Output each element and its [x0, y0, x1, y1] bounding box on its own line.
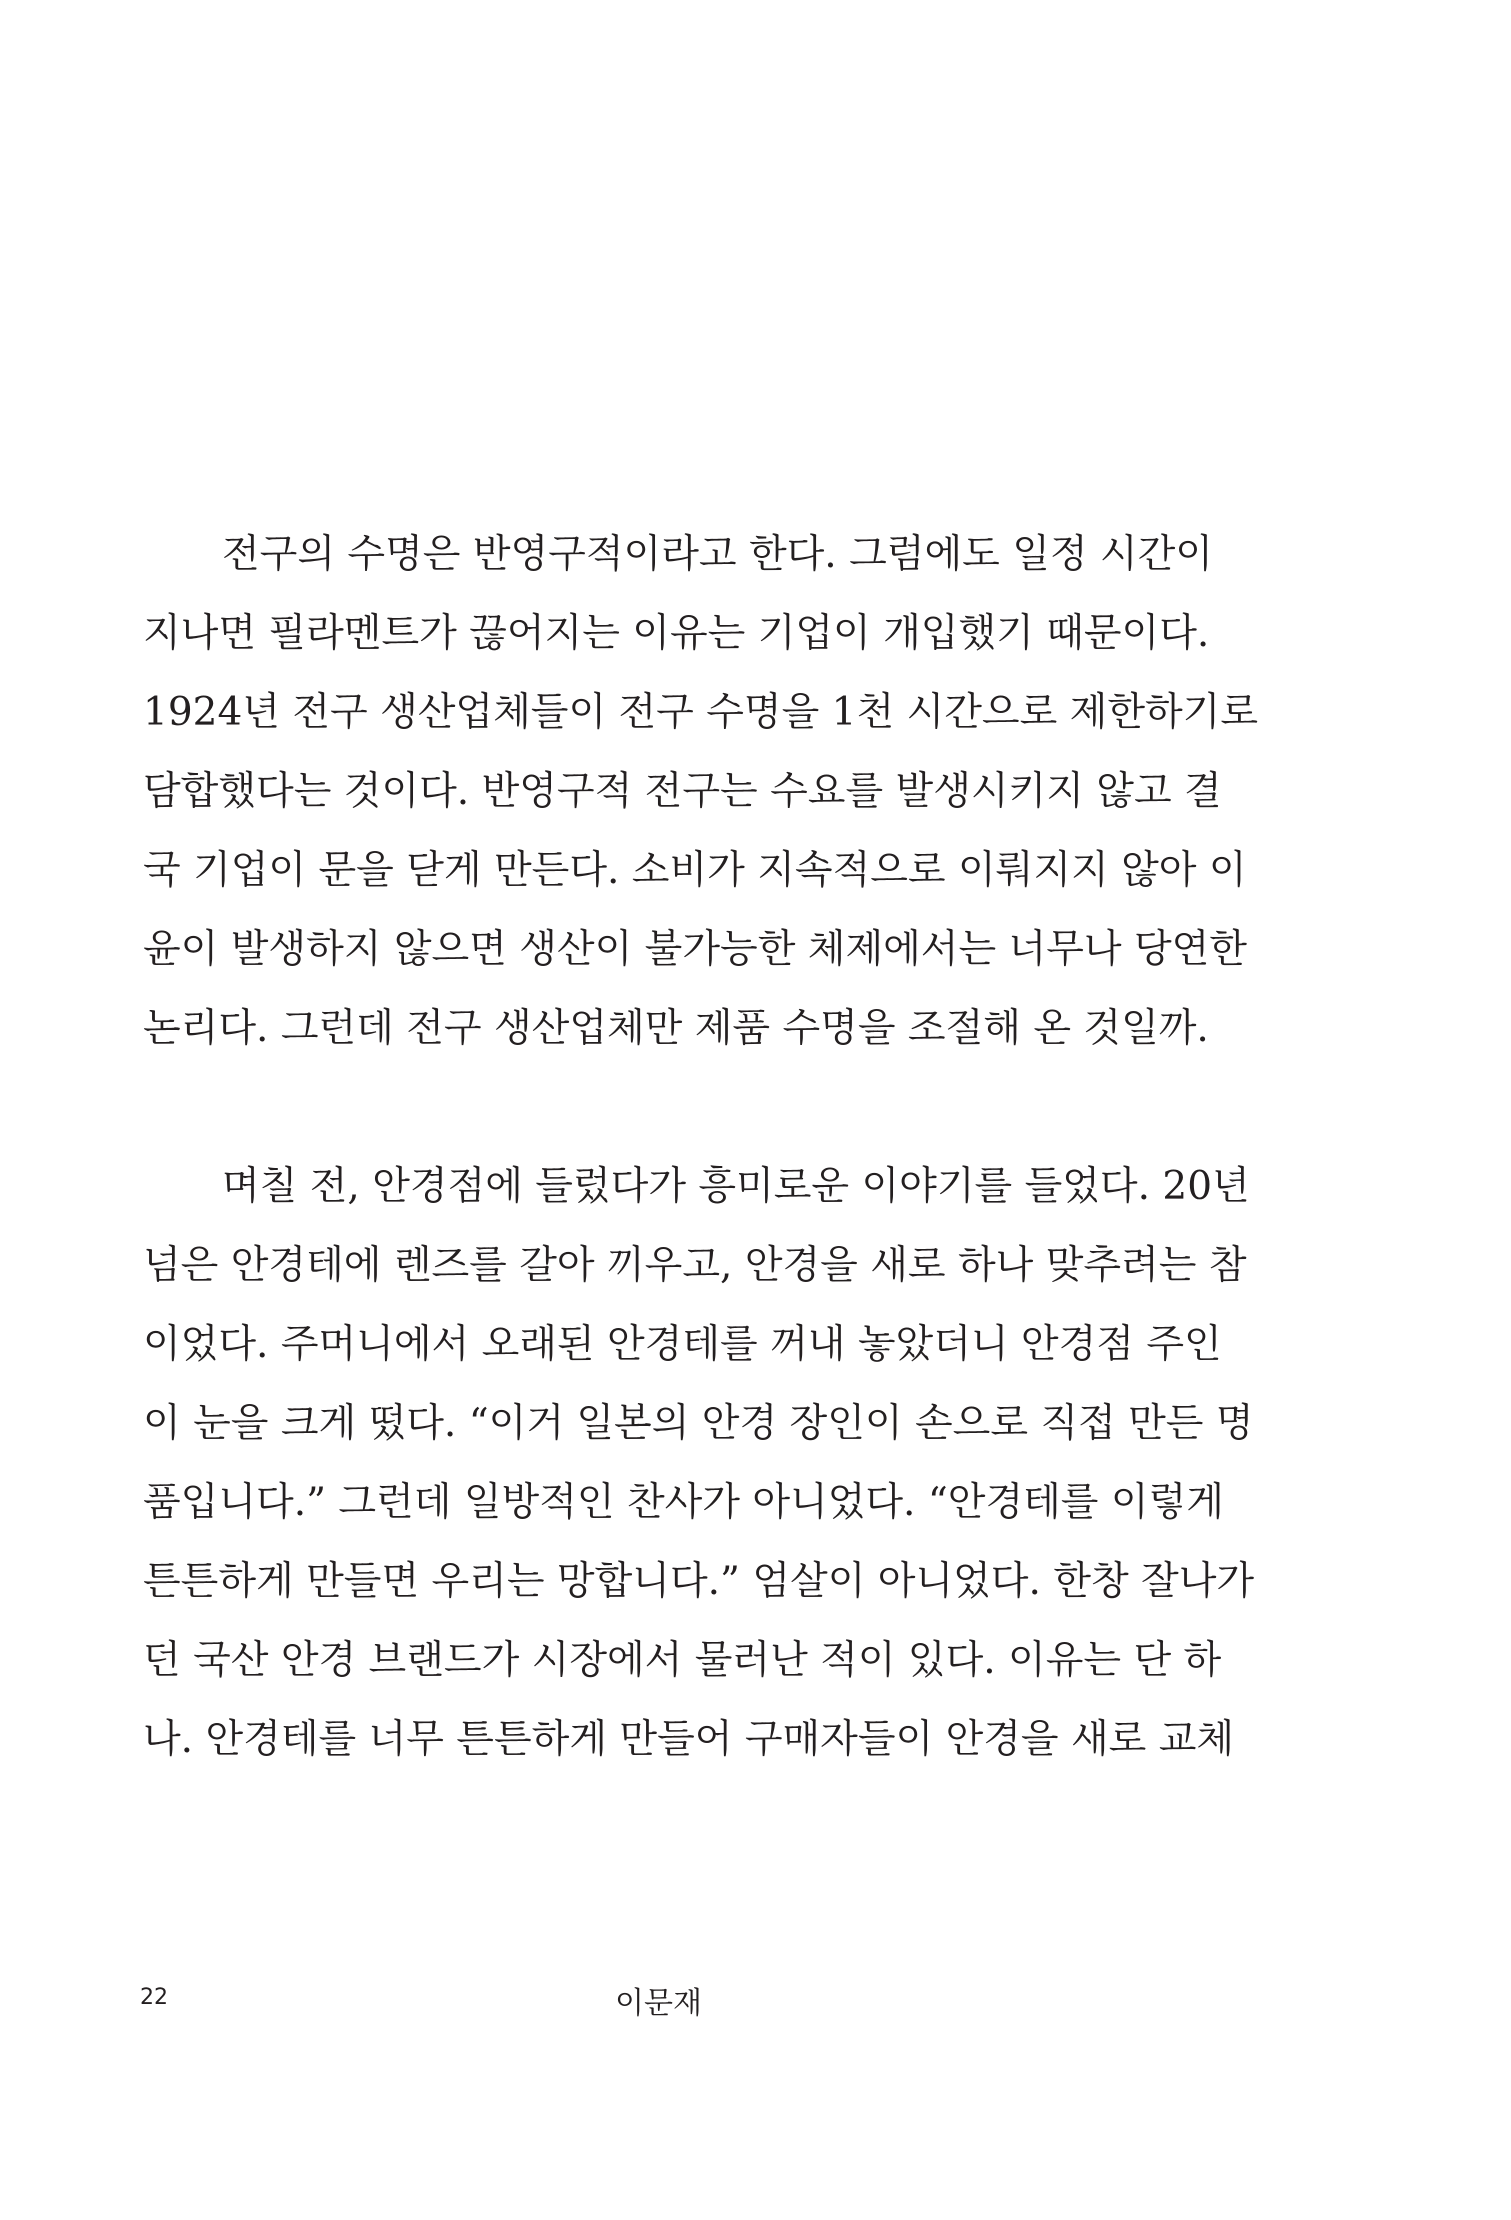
body-paragraph-1	[143, 515, 1259, 1068]
text-line: 논리다. 그런데 전구 생산업체만 제품 수명을 조절해 온 것일까.	[143, 1006, 1209, 1051]
text-line: 윤이 발생하지 않으면 생산이 불가능한 체제에서는 너무나 당연한	[143, 927, 1247, 972]
text-line: 이었다. 주머니에서 오래된 안경테를 꺼내 놓았더니 안경점 주인	[143, 1322, 1222, 1367]
body-paragraph-2	[143, 1147, 1255, 1779]
text-line: 1924년 전구 생산업체들이 전구 수명을 1천 시간으로 제한하기로	[143, 690, 1259, 735]
text-line: 던 국산 안경 브랜드가 시장에서 물러난 적이 있다. 이유는 단 하	[143, 1638, 1222, 1683]
text-line: 전구의 수명은 반영구적이라고 한다. 그럼에도 일정 시간이	[222, 532, 1213, 577]
page-number: 22	[140, 1985, 168, 2010]
text-line: 튼튼하게 만들면 우리는 망합니다.” 엄살이 아니었다. 한창 잘나가	[143, 1559, 1255, 1604]
text-line: 담합했다는 것이다. 반영구적 전구는 수요를 발생시키지 않고 결	[143, 769, 1222, 814]
text-line: 이 눈을 크게 떴다. “이거 일본의 안경 장인이 손으로 직접 만든 명	[143, 1401, 1254, 1446]
text-line: 며칠 전, 안경점에 들렀다가 흥미로운 이야기를 들었다. 20년	[222, 1164, 1250, 1209]
text-line: 넘은 안경테에 렌즈를 갈아 끼우고, 안경을 새로 하나 맞추려는 참	[143, 1243, 1247, 1288]
running-footer-author: 이문재	[615, 1986, 702, 2021]
text-line: 지나면 필라멘트가 끊어지는 이유는 기업이 개입했기 때문이다.	[143, 611, 1210, 656]
text-line: 나. 안경테를 너무 튼튼하게 만들어 구매자들이 안경을 새로 교체	[143, 1717, 1235, 1762]
text-line: 국 기업이 문을 닫게 만든다. 소비가 지속적으로 이뤄지지 않아 이	[143, 848, 1247, 893]
text-line: 품입니다.” 그런데 일방적인 찬사가 아니었다. “안경테를 이렇게	[143, 1480, 1224, 1525]
